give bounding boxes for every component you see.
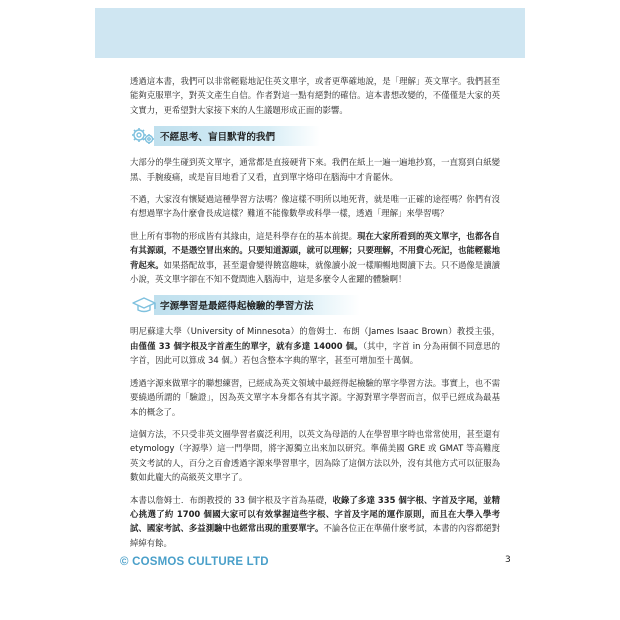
- section2-paragraph-4: [130, 493, 500, 551]
- section1-paragraph-1: 大部分的學生碰到英文單字，通常都是直接硬背下來。我們在紙上一遍一遍地抄寫，一直寫到白紙變黑、手腕痠痛，或是盲目地看了又看，直到單字烙印在腦海中才肯罷休。: [130, 157, 500, 182]
- bold-text-run: 收錄了多達 335 個字根、字首及字尾，並精心挑選了約 1700 個國大家可以有效掌握這些字根、字首及字尾的運作原則，而且在大學入學考試、國家考試、多益測驗中也經常出現的重要單字。: [130, 494, 500, 534]
- page-content: [130, 74, 500, 558]
- section-heading-2: [130, 294, 500, 316]
- bold-text-run: 現在大家所看到的英文單字，也都各自有其源頭，不是憑空冒出來的。只要知道源頭，就可以理解；只要理解，不用費心死記，也能輕鬆地背起來。: [130, 230, 501, 270]
- intro-paragraph: 透過這本書，我們可以非常輕鬆地記住英文單字，或者更準確地說，是「理解」英文單字。我們甚至能夠克服單字，對英文產生自信。作者對這一點有絕對的確信。這本書想改變的，不僅僅是大家的英文實力，更希望對大家接下來的人生議題形成正面的影響。: [130, 76, 500, 115]
- section2-paragraph-1: [130, 324, 500, 367]
- text-run: 不論各位正在準備什麼考試，本書的內容都絕對綽綽有餘。: [130, 523, 501, 548]
- text-run: （其中，字首 in 分為兩個不同意思的字首，因此可以算成 34 個。）若包含整本字典的單字，甚至可增加至十萬個。: [130, 340, 501, 366]
- section-title: 不經思考、盲目默背的我們: [154, 126, 320, 146]
- section1-paragraph-3: [130, 229, 500, 287]
- section2-paragraph-2: 透過字源來做單字的聯想練習，已經成為英文領域中最經得起檢驗的單字學習方法。事實上，也不需要繞過所謂的「驗證」，因為英文單字本身都各有其字源。字源對單字學習而言，似乎已經成為最基本的概念了。: [130, 377, 500, 417]
- section2-paragraph-3: 這個方法，不只受非英文圈學習者廣泛利用，以英文為母語的人在學習單字時也常常使用，甚至還有 etymology（字源學）這一門學問，將字源獨立出來加以研究。準備美國 GRE 或 GMAT 等高難度英文考試的人，百分之百會透過字源來學習單字，因為除了這個方法以外，沒有其他方式可以征服為數如此龐大的高級英文單字了。: [130, 428, 500, 483]
- copyright-watermark: © COSMOS CULTURE LTD: [120, 556, 269, 568]
- bold-text-run: 由僅僅 33 個字根及字首產生的單字，就有多達 14000 個。: [130, 340, 363, 351]
- header-band: [95, 8, 525, 58]
- page-number: 3: [505, 555, 511, 565]
- section1-paragraph-2: 不過，大家沒有懷疑過這種學習方法嗎？像這樣不明所以地死背，就是唯一正確的途徑嗎？你們有沒有想過單字為什麼會長成這樣？難道不能像數學或科學一樣，透過「理解」來學習嗎？: [130, 194, 500, 219]
- gears-icon: [130, 125, 160, 147]
- text-run: 世上所有事物的形成皆有其緣由，這是科學存在的基本前提。: [130, 230, 358, 241]
- text-run: 如果搭配故事，甚至還會變得饒富趣味，就像讀小說一樣順暢地閱讀下去。只不過像是讀讀小說，英文單字卻在不知不覺間進入腦海中，這是多麼令人雀躍的體驗啊！: [130, 259, 500, 285]
- graduation-cap-icon: [130, 294, 160, 316]
- section-heading-1: [130, 125, 500, 147]
- section-title: 字源學習是最經得起檢驗的學習方法: [154, 295, 360, 315]
- text-run: 本書以詹姆士．布朗教授的 33 個字根及字首為基礎，: [130, 494, 333, 505]
- text-run: 明尼蘇達大學（University of Minnesota）的詹姆士．布朗（James Isaac Brown）教授主張，: [130, 326, 500, 337]
